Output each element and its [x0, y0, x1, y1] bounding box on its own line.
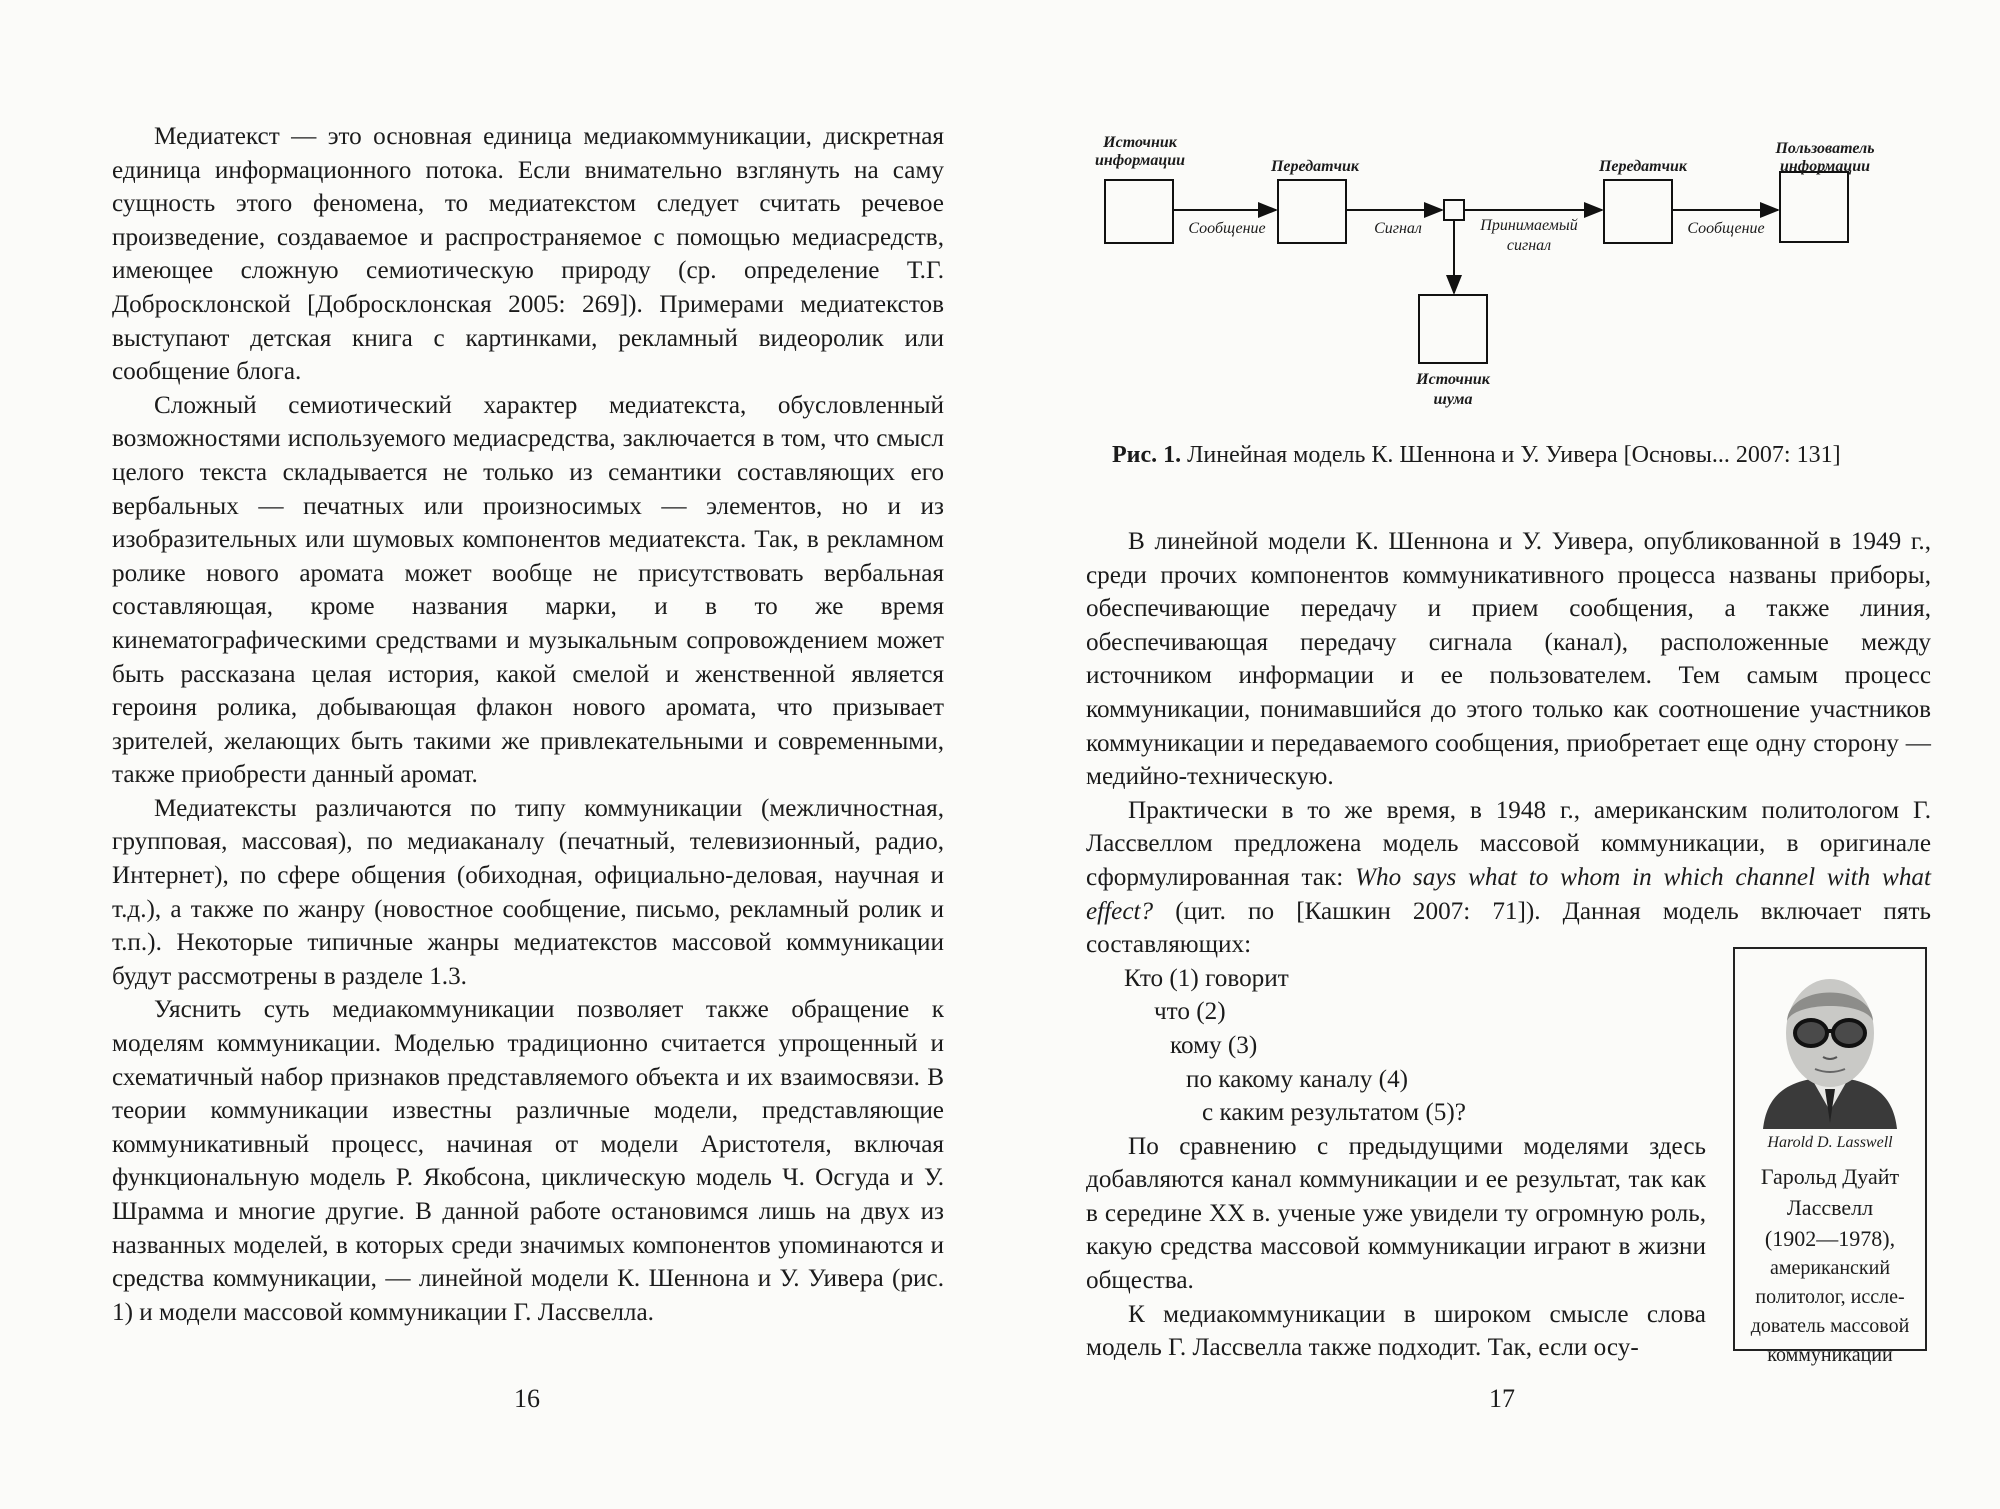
left-page-text — [112, 120, 944, 1329]
caption-line: (1902—1978), — [1764, 1226, 1896, 1251]
label-source: Источник информации — [1094, 134, 1186, 169]
caption-line: дователь массовой — [1750, 1315, 1910, 1337]
transmitter-box — [1278, 180, 1346, 243]
channel-box — [1444, 200, 1464, 220]
label-noise: Источник шума — [1416, 371, 1490, 408]
label-signal: Сигнал — [1374, 220, 1422, 237]
caption-line: американский — [1769, 1257, 1891, 1279]
page-number-left: 16 — [514, 1384, 540, 1413]
paragraph: К медиакоммуникации в широком смысле слова модель Г. Лассвелла также подходит. Так, если осу- — [1086, 1300, 1706, 1362]
list-item: кому (3) — [1170, 1031, 1258, 1059]
portrait-caption — [1739, 1161, 1921, 1370]
paragraph: По сравнению с предыдущими моделями здесь добавляются канал коммуникации и ее результат, так как в середине XX в. ученые уже увидели ту огромную роль, какую средства массовой коммуникации играют в жизни общества. — [1086, 1132, 1706, 1295]
paragraph: В линейной модели К. Шеннона и У. Уивера, опубликованной в 1949 г., среди прочих компонентов коммуникативного процесса названы приборы, обеспечивающие передачу и прием сообщения, а также линия, обеспечивающая передачу сигнала (канал), расположенные между источником информации и ее пользователем. Тем самым процесс коммуникации, понимавшийся до этого только как соотношение участников коммуникации и передаваемого сообщения, приобретает еще одну сторону — медийно-техническую. — [1086, 528, 1931, 791]
source-box — [1105, 180, 1173, 243]
list-item: что (2) — [1154, 998, 1226, 1026]
shannon-weaver-diagram — [1080, 120, 1960, 420]
caption-line: политолог, иссле- — [1755, 1286, 1905, 1308]
paragraph: Уяснить суть медиакоммуникации позволяет также обращение к моделям коммуникации. Моделью традиционно считается упрощенный и схематичный набор признаков представляемого объекта и их взаимосвязи. В теории коммуникации известны различные модели, представляющие коммуникативный процесс, начиная от модели Аристотеля, включая функциональную модель Р. Якобсона, циклическую модель Ч. Осгуда и У. Шрамма и многие другие. В данной работе остановимся лишь на двух из названных моделей, в которых среди значимых компонентов упоминаются и средства коммуникации, — линейной модели К. Шеннона и У. Уивера (рис. 1) и модели массовой коммуникации Г. Лассвелла. — [112, 996, 944, 1326]
lasswell-formula: Who says what to whom in which channel with what effect? — [1086, 863, 1932, 925]
paragraph: Медиатексты различаются по типу коммуникации (межличностная, групповая, массовая), по медиаканалу (печатный, телевизионный, радио, Интернет), по сфере общения (обиходная, официально-деловая, научная и т.д.), а также по жанру (новостное сообщение, письмо, рекламный ролик и т.п.). Некоторые типичные жанры медиатекстов массовой коммуникации будут рассмотрены в разделе 1.3. — [112, 794, 944, 990]
paragraph: Медиатекст — это основная единица медиакоммуникации, дискретная единица информационного потока. Если внимательно взглянуть на саму сущность этого феномена, то медиатекстом следует считать речевое произведение, создаваемое и распространяемое с помощью медиасредств, имеющее сложную семиотическую природу (ср. определение Т.Г. Добросклонской [Добросклонская 2005: 269]). Примерами медиатекстов выступают детская книга с картинками, рекламный видеоролик или сообщение блога. — [112, 123, 944, 386]
paragraph-start: Практически в то же время, в 1948 г., американским политологом Г. Лассвеллом предложена модель массовой коммуникации, в оригинале сформулированная так: — [1086, 796, 1931, 891]
label-user: Пользователь информации — [1775, 140, 1875, 175]
list-item: с каким результатом (5)? — [1202, 1099, 1466, 1127]
paragraph — [1086, 794, 1931, 962]
signature: Harold D. Lasswell — [1767, 1134, 1893, 1151]
label-message-1: Сообщение — [1188, 220, 1266, 237]
figure-caption-text: Линейная модель К. Шеннона и У. Уивера [Основы... 2007: 131] — [1181, 442, 1841, 468]
portrait-sidebar — [1733, 947, 1927, 1366]
caption-line: Лассвелл — [1786, 1195, 1874, 1220]
label-received-signal: Принимаемый сигнал — [1480, 217, 1578, 254]
paragraph: Сложный семиотический характер медиатекста, обусловленный возможностями используемого медиасредства, заключается в том, что смысл целого текста складывается не только из семантики составляющих его вербальных — печатных или произносимых — элементов, но и из изобразительных или шумовых компонентов медиатекста. Так, в рекламном ролике нового аромата может вообще не присутствовать вербальная составляющая, кроме названия марки, и в то же время кинематографическими средствами и музыкальным сопровождением может быть рассказана целая история, какой смелой и женственной является героиня ролика, добывающая флакон нового аромата, что призывает зрителей, желающих быть такими же привлекательными и современными, также приобрести данный аромат. — [112, 391, 944, 789]
label-transmitter-2: Передатчик — [1598, 158, 1688, 175]
caption-line: Гарольд Дуайт — [1760, 1164, 1900, 1189]
label-transmitter-1: Передатчик — [1270, 158, 1360, 175]
caption-line: коммуникации — [1767, 1344, 1893, 1366]
portrait-photo — [1753, 961, 1907, 1129]
page-number-right: 17 — [1489, 1384, 1515, 1413]
user-box — [1780, 172, 1848, 242]
list-item: Кто (1) говорит — [1124, 964, 1289, 992]
paragraph-end: (цит. по [Кашкин 2007: 71]). Данная модель включает пять составляющих: — [1086, 897, 1931, 959]
figure-caption-prefix: Рис. 1. — [1112, 442, 1182, 468]
receiver-box — [1604, 180, 1672, 243]
list-item: по какому каналу (4) — [1186, 1065, 1409, 1093]
figure-caption — [1112, 440, 1912, 470]
noise-box — [1419, 295, 1487, 363]
label-message-2: Сообщение — [1687, 220, 1765, 237]
